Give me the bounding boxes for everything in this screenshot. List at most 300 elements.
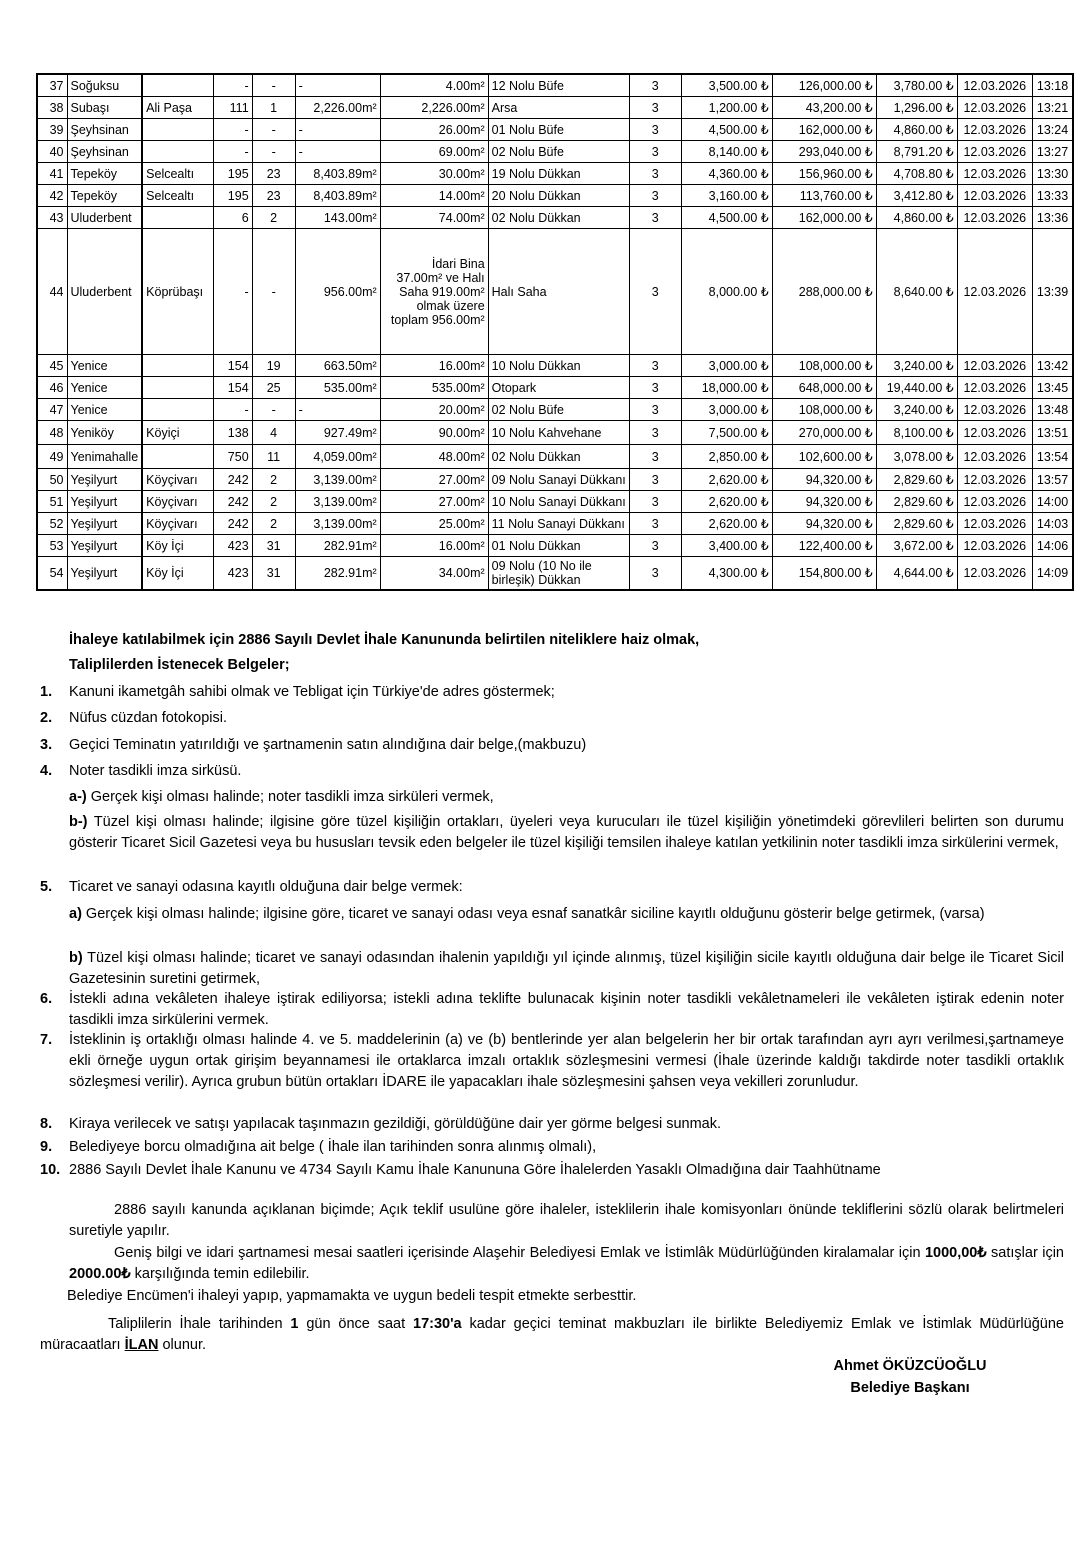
cell-mevki	[142, 74, 213, 97]
cell-mahalle: Soğuksu	[67, 74, 142, 97]
cell-teminat: 3,240.00 ₺	[876, 399, 957, 421]
cell-no: 54	[37, 557, 67, 591]
sub-item-5b	[69, 948, 1064, 990]
cell-ada: 154	[213, 355, 252, 377]
cell-kiralanan: İdari Bina 37.00m² ve Halı Saha 919.00m² olmak üzere toplam 956.00m²	[380, 229, 488, 355]
table-row	[37, 399, 1073, 421]
cell-tarih: 12.03.2026	[957, 469, 1032, 491]
cell-sure: 3	[629, 421, 681, 445]
cell-aylik: 8,000.00 ₺	[681, 229, 772, 355]
cell-toplam: 43,200.00 ₺	[772, 97, 876, 119]
cell-yuzolcum: 8,403.89m²	[295, 185, 380, 207]
cell-mahalle: Yeniköy	[67, 421, 142, 445]
cell-teminat: 19,440.00 ₺	[876, 377, 957, 399]
cell-parsel: -	[252, 141, 295, 163]
cell-teminat: 2,829.60 ₺	[876, 513, 957, 535]
item-text: Noter tasdikli imza sirküsü.	[69, 763, 242, 779]
cell-sure: 3	[629, 445, 681, 469]
cell-mevki	[142, 119, 213, 141]
cell-mevki: Ali Paşa	[142, 97, 213, 119]
cell-parsel: 23	[252, 185, 295, 207]
cell-saat: 13:54	[1032, 445, 1073, 469]
cell-mahalle: Yeşilyurt	[67, 491, 142, 513]
cell-mahalle: Yeşilyurt	[67, 469, 142, 491]
item-number: 7.	[40, 1032, 53, 1048]
sub-text: Tüzel kişi olması halinde; ticaret ve sanayi odasından ihalenin yapıldığı yıl içinde alınmış, tüzel kişiliğin sicile kayıtlı olduğuna dair belge ile Ticaret Sicil Gazetesinin suretini getirmek,	[69, 950, 1064, 987]
cell-cinsi: 10 Nolu Sanayi Dükkanı	[488, 491, 629, 513]
item-text: İsteklinin iş ortaklığı olması halinde 4. ve 5. maddelerinin (a) ve (b) bentlerinde yer alan belgelerin her bir ortak tarafından ayrı ayrı verilmesi,şartnameye ekli örneğe uygun ortak girişim beyannamesi ile ortaklarca imzalı ortaklık sözleşmesini vermesi (İhale üzerinde kaldığı takdirde noter tasdikli ortaklık sözleşmesi verilir). Ayrıca grubun bütün ortakları İDARE ile yapacakları ihale sözleşmesini şahsen veya vekilleri zorunludur.	[69, 1032, 1064, 1090]
cell-aylik: 4,500.00 ₺	[681, 207, 772, 229]
cell-mevki	[142, 141, 213, 163]
sub-item-4a	[69, 787, 1064, 808]
cell-teminat: 2,829.60 ₺	[876, 469, 957, 491]
table-row	[37, 119, 1073, 141]
requirement-item	[40, 682, 1064, 703]
application-paragraph	[40, 1314, 1064, 1356]
cell-mahalle: Yenice	[67, 377, 142, 399]
cell-parsel: -	[252, 74, 295, 97]
cell-sure: 3	[629, 229, 681, 355]
cell-aylik: 2,620.00 ₺	[681, 513, 772, 535]
cell-kiralanan: 16.00m²	[380, 535, 488, 557]
cell-toplam: 154,800.00 ₺	[772, 557, 876, 591]
cell-toplam: 102,600.00 ₺	[772, 445, 876, 469]
sub-label: a-)	[69, 789, 87, 805]
cell-cinsi: 01 Nolu Büfe	[488, 119, 629, 141]
cell-teminat: 3,240.00 ₺	[876, 355, 957, 377]
cell-tarih: 12.03.2026	[957, 445, 1032, 469]
signatory-name: Ahmet ÖKÜZCÜOĞLU	[833, 1358, 987, 1374]
table-row	[37, 421, 1073, 445]
info-paragraph	[69, 1243, 1064, 1285]
table-row	[37, 97, 1073, 119]
cell-no: 41	[37, 163, 67, 185]
info-text: satışlar için	[986, 1245, 1064, 1261]
item-text: Nüfus cüzdan fotokopisi.	[69, 710, 227, 726]
cell-yuzolcum: -	[295, 119, 380, 141]
cell-sure: 3	[629, 557, 681, 591]
cell-cinsi: 10 Nolu Dükkan	[488, 355, 629, 377]
item-number: 5.	[40, 879, 53, 895]
cell-parsel: 19	[252, 355, 295, 377]
app-text: olunur.	[158, 1337, 207, 1353]
requirement-item	[40, 989, 1064, 1031]
cell-mahalle: Uluderbent	[67, 229, 142, 355]
cell-ada: -	[213, 141, 252, 163]
item-text: Ticaret ve sanayi odasına kayıtlı olduğuna dair belge vermek:	[69, 879, 463, 895]
cell-sure: 3	[629, 141, 681, 163]
cell-tarih: 12.03.2026	[957, 229, 1032, 355]
cell-cinsi: 12 Nolu Büfe	[488, 74, 629, 97]
cell-teminat: 3,672.00 ₺	[876, 535, 957, 557]
cell-parsel: 2	[252, 469, 295, 491]
item-text: İstekli adına vekâleten ihaleye iştirak ediliyorsa; istekli adına teklifte bulunacak kişinin noter tasdikli vekâletnameleri ile vekâleten iştirak edenin noter tasdikli imza sirkülerini vermek.	[69, 991, 1064, 1028]
cell-sure: 3	[629, 377, 681, 399]
cell-tarih: 12.03.2026	[957, 74, 1032, 97]
cell-ada: 242	[213, 469, 252, 491]
table-row	[37, 141, 1073, 163]
cell-sure: 3	[629, 535, 681, 557]
cell-ada: 423	[213, 557, 252, 591]
cell-tarih: 12.03.2026	[957, 399, 1032, 421]
cell-cinsi: 10 Nolu Kahvehane	[488, 421, 629, 445]
cell-no: 44	[37, 229, 67, 355]
sub-item-4b	[69, 812, 1064, 854]
cell-toplam: 113,760.00 ₺	[772, 185, 876, 207]
requirement-item	[40, 1030, 1064, 1093]
requirement-item	[40, 1160, 1064, 1181]
cell-mahalle: Şeyhsinan	[67, 119, 142, 141]
cell-cinsi: 19 Nolu Dükkan	[488, 163, 629, 185]
cell-ada: 138	[213, 421, 252, 445]
cell-aylik: 3,400.00 ₺	[681, 535, 772, 557]
cell-no: 53	[37, 535, 67, 557]
cell-parsel: 11	[252, 445, 295, 469]
cell-yuzolcum: 143.00m²	[295, 207, 380, 229]
cell-cinsi: Arsa	[488, 97, 629, 119]
table-row	[37, 535, 1073, 557]
cell-aylik: 4,500.00 ₺	[681, 119, 772, 141]
cell-sure: 3	[629, 185, 681, 207]
cell-teminat: 4,860.00 ₺	[876, 207, 957, 229]
cell-no: 43	[37, 207, 67, 229]
cell-yuzolcum: 3,139.00m²	[295, 513, 380, 535]
item-number: 3.	[40, 737, 53, 753]
cell-yuzolcum: -	[295, 141, 380, 163]
cell-yuzolcum: 4,059.00m²	[295, 445, 380, 469]
cell-kiralanan: 20.00m²	[380, 399, 488, 421]
cell-mahalle: Subaşı	[67, 97, 142, 119]
cell-ada: 111	[213, 97, 252, 119]
table-row	[37, 445, 1073, 469]
cell-sure: 3	[629, 399, 681, 421]
cell-teminat: 1,296.00 ₺	[876, 97, 957, 119]
cell-aylik: 3,000.00 ₺	[681, 355, 772, 377]
cell-mahalle: Yenimahalle	[67, 445, 142, 469]
cell-ada: -	[213, 399, 252, 421]
sub-text: Gerçek kişi olması halinde; noter tasdikli imza sirküleri vermek,	[86, 789, 494, 805]
cell-toplam: 94,320.00 ₺	[772, 513, 876, 535]
cell-mevki: Köyçivarı	[142, 513, 213, 535]
table-row	[37, 491, 1073, 513]
cell-saat: 13:42	[1032, 355, 1073, 377]
cell-saat: 13:24	[1032, 119, 1073, 141]
cell-saat: 13:57	[1032, 469, 1073, 491]
cell-cinsi: Halı Saha	[488, 229, 629, 355]
cell-kiralanan: 14.00m²	[380, 185, 488, 207]
cell-mevki	[142, 207, 213, 229]
cell-mevki: Köyçivarı	[142, 491, 213, 513]
auction-table	[36, 73, 1074, 591]
cell-kiralanan: 2,226.00m²	[380, 97, 488, 119]
cell-tarih: 12.03.2026	[957, 377, 1032, 399]
cell-no: 47	[37, 399, 67, 421]
table-row	[37, 229, 1073, 355]
cell-kiralanan: 535.00m²	[380, 377, 488, 399]
item-number: 1.	[40, 684, 53, 700]
cell-kiralanan: 27.00m²	[380, 469, 488, 491]
cell-sure: 3	[629, 97, 681, 119]
sub-label: b)	[69, 950, 83, 966]
cell-parsel: 31	[252, 557, 295, 591]
requirement-item	[40, 1114, 1064, 1135]
cell-sure: 3	[629, 355, 681, 377]
cell-sure: 3	[629, 74, 681, 97]
cell-saat: 13:51	[1032, 421, 1073, 445]
cell-toplam: 122,400.00 ₺	[772, 535, 876, 557]
requirement-item	[40, 877, 1064, 898]
cell-yuzolcum: 3,139.00m²	[295, 491, 380, 513]
cell-saat: 13:18	[1032, 74, 1073, 97]
cell-ada: 195	[213, 185, 252, 207]
app-text: Taliplilerin İhale tarihinden	[108, 1316, 291, 1332]
cell-no: 39	[37, 119, 67, 141]
cell-mevki: Selcealtı	[142, 163, 213, 185]
cell-kiralanan: 74.00m²	[380, 207, 488, 229]
cell-no: 45	[37, 355, 67, 377]
cell-kiralanan: 30.00m²	[380, 163, 488, 185]
cell-mahalle: Yeşilyurt	[67, 557, 142, 591]
cell-tarih: 12.03.2026	[957, 535, 1032, 557]
cell-parsel: 23	[252, 163, 295, 185]
cell-toplam: 162,000.00 ₺	[772, 119, 876, 141]
cell-tarih: 12.03.2026	[957, 207, 1032, 229]
cell-yuzolcum: 927.49m²	[295, 421, 380, 445]
app-text: gün önce saat	[298, 1316, 414, 1332]
cell-yuzolcum: -	[295, 399, 380, 421]
cell-yuzolcum: 282.91m²	[295, 557, 380, 591]
table-row	[37, 513, 1073, 535]
cell-cinsi: 11 Nolu Sanayi Dükkanı	[488, 513, 629, 535]
cell-saat: 13:33	[1032, 185, 1073, 207]
cell-kiralanan: 90.00m²	[380, 421, 488, 445]
item-text: 2886 Sayılı Devlet İhale Kanunu ve 4734 Sayılı Kamu İhale Kanununa Göre İhalelerden Yasaklı Olmadığına dair Taahhütname	[69, 1162, 881, 1178]
cell-aylik: 2,850.00 ₺	[681, 445, 772, 469]
cell-no: 49	[37, 445, 67, 469]
cell-mahalle: Tepeköy	[67, 185, 142, 207]
cell-aylik: 1,200.00 ₺	[681, 97, 772, 119]
cell-kiralanan: 69.00m²	[380, 141, 488, 163]
table-row	[37, 185, 1073, 207]
cell-parsel: -	[252, 119, 295, 141]
cell-ada: 423	[213, 535, 252, 557]
cell-mevki: Selcealtı	[142, 185, 213, 207]
cell-no: 38	[37, 97, 67, 119]
cell-sure: 3	[629, 207, 681, 229]
cell-parsel: 2	[252, 491, 295, 513]
cell-yuzolcum: 956.00m²	[295, 229, 380, 355]
info-text: Geniş bilgi ve idari şartnamesi mesai saatleri içerisinde Alaşehir Belediyesi Emlak ve İstimlâk Müdürlüğünden kiralamalar için	[114, 1245, 925, 1261]
sub-item-5a	[69, 904, 1064, 925]
sub-text: Tüzel kişi olması halinde; ilgisine göre tüzel kişiliğin ortakları, üyeleri veya kurucuları ile tüzel kişiliğin yönetimdeki görevlileri belirten son durumu gösterir Ticaret Sicil Gazetesi veya bu hususları tevsik eden belgeler ile tüzel kişiliği temsilen ihaleye katılan yetkilinin noter tasdikli imza sirkülerini vermek,	[69, 814, 1064, 851]
sub-text: Gerçek kişi olması halinde; ilgisine göre, ticaret ve sanayi odası veya esnaf sanatkâr siciline kayıtlı olduğunu gösterir belge getirmek, (varsa)	[81, 906, 985, 922]
cell-parsel: 2	[252, 207, 295, 229]
cell-teminat: 3,780.00 ₺	[876, 74, 957, 97]
cell-ada: 242	[213, 513, 252, 535]
cell-saat: 13:48	[1032, 399, 1073, 421]
cell-mahalle: Yenice	[67, 355, 142, 377]
table-row	[37, 74, 1073, 97]
item-number: 8.	[40, 1116, 53, 1132]
cell-saat: 13:45	[1032, 377, 1073, 399]
cell-mevki	[142, 377, 213, 399]
table-row	[37, 163, 1073, 185]
cell-saat: 13:36	[1032, 207, 1073, 229]
cell-ada: 6	[213, 207, 252, 229]
cell-saat: 14:00	[1032, 491, 1073, 513]
cell-teminat: 4,644.00 ₺	[876, 557, 957, 591]
cell-toplam: 293,040.00 ₺	[772, 141, 876, 163]
cell-teminat: 3,078.00 ₺	[876, 445, 957, 469]
sale-fee: 2000.00₺	[69, 1266, 131, 1282]
cell-ada: -	[213, 119, 252, 141]
cell-mahalle: Yeşilyurt	[67, 535, 142, 557]
cell-aylik: 2,620.00 ₺	[681, 469, 772, 491]
cell-mevki	[142, 445, 213, 469]
cell-saat: 13:30	[1032, 163, 1073, 185]
cell-kiralanan: 25.00m²	[380, 513, 488, 535]
cell-parsel: 25	[252, 377, 295, 399]
cell-aylik: 3,000.00 ₺	[681, 399, 772, 421]
cell-kiralanan: 4.00m²	[380, 74, 488, 97]
cell-teminat: 8,100.00 ₺	[876, 421, 957, 445]
ilan-word: İLAN	[124, 1337, 159, 1353]
cell-kiralanan: 26.00m²	[380, 119, 488, 141]
cell-cinsi: 02 Nolu Dükkan	[488, 207, 629, 229]
rental-fee: 1000,00₺	[924, 1245, 987, 1261]
cell-cinsi: 02 Nolu Büfe	[488, 141, 629, 163]
cell-aylik: 3,160.00 ₺	[681, 185, 772, 207]
cell-ada: 750	[213, 445, 252, 469]
requirement-item	[40, 708, 1064, 729]
cell-aylik: 3,500.00 ₺	[681, 74, 772, 97]
cell-aylik: 4,300.00 ₺	[681, 557, 772, 591]
cell-toplam: 108,000.00 ₺	[772, 355, 876, 377]
app-text: kadar geçici teminat makbuzları ile birlikte Belediyemiz Emlak ve İstimlak Müdürlüğüne müracaatları	[40, 1316, 1064, 1353]
cell-tarih: 12.03.2026	[957, 491, 1032, 513]
cell-yuzolcum: 282.91m²	[295, 535, 380, 557]
cell-mahalle: Tepeköy	[67, 163, 142, 185]
item-number: 6.	[40, 991, 53, 1007]
cell-teminat: 8,791.20 ₺	[876, 141, 957, 163]
table-row	[37, 207, 1073, 229]
item-number: 10.	[40, 1162, 61, 1178]
cell-mevki: Köy İçi	[142, 535, 213, 557]
cell-yuzolcum: 535.00m²	[295, 377, 380, 399]
cell-parsel: 4	[252, 421, 295, 445]
table-row	[37, 557, 1073, 591]
cell-teminat: 4,708.80 ₺	[876, 163, 957, 185]
cell-saat: 13:27	[1032, 141, 1073, 163]
cell-cinsi: 01 Nolu Dükkan	[488, 535, 629, 557]
procedure-paragraph: 2886 sayılı kanunda açıklanan biçimde; Açık teklif usulüne göre ihaleler, isteklilerin ihale komisyonları önünde tekliflerini sözlü olarak belirtmeleri suretiyle yapılır.	[69, 1202, 1064, 1239]
cell-mevki	[142, 399, 213, 421]
table-row	[37, 355, 1073, 377]
cell-tarih: 12.03.2026	[957, 355, 1032, 377]
cell-no: 52	[37, 513, 67, 535]
cell-mahalle: Uluderbent	[67, 207, 142, 229]
cell-tarih: 12.03.2026	[957, 421, 1032, 445]
cell-toplam: 108,000.00 ₺	[772, 399, 876, 421]
cell-toplam: 94,320.00 ₺	[772, 469, 876, 491]
cell-aylik: 2,620.00 ₺	[681, 491, 772, 513]
cell-cinsi: 02 Nolu Büfe	[488, 399, 629, 421]
cell-no: 51	[37, 491, 67, 513]
eligibility-intro: İhaleye katılabilmek için 2886 Sayılı Devlet İhale Kanununda belirtilen niteliklere haiz olmak,	[69, 632, 700, 648]
cell-yuzolcum: 3,139.00m²	[295, 469, 380, 491]
cell-saat: 14:09	[1032, 557, 1073, 591]
signatory-title: Belediye Başkanı	[850, 1380, 970, 1396]
item-number: 9.	[40, 1139, 53, 1155]
cell-sure: 3	[629, 513, 681, 535]
cell-saat: 14:03	[1032, 513, 1073, 535]
cell-tarih: 12.03.2026	[957, 141, 1032, 163]
cell-cinsi: 02 Nolu Dükkan	[488, 445, 629, 469]
cell-parsel: 1	[252, 97, 295, 119]
sub-label: b-)	[69, 814, 88, 830]
cell-no: 48	[37, 421, 67, 445]
cell-mevki: Köy İçi	[142, 557, 213, 591]
item-text: Belediyeye borcu olmadığına ait belge ( İhale ilan tarihinden sonra alınmış olmalı),	[69, 1139, 597, 1155]
cell-mevki: Köyiçi	[142, 421, 213, 445]
cell-teminat: 2,829.60 ₺	[876, 491, 957, 513]
cell-yuzolcum: 2,226.00m²	[295, 97, 380, 119]
cell-parsel: -	[252, 229, 295, 355]
item-number: 4.	[40, 763, 53, 779]
cell-tarih: 12.03.2026	[957, 97, 1032, 119]
info-text: karşılığında temin edilebilir.	[130, 1266, 310, 1282]
cell-toplam: 162,000.00 ₺	[772, 207, 876, 229]
cell-yuzolcum: 8,403.89m²	[295, 163, 380, 185]
cell-teminat: 4,860.00 ₺	[876, 119, 957, 141]
cell-toplam: 288,000.00 ₺	[772, 229, 876, 355]
cell-sure: 3	[629, 163, 681, 185]
cell-no: 42	[37, 185, 67, 207]
cell-aylik: 8,140.00 ₺	[681, 141, 772, 163]
cell-toplam: 648,000.00 ₺	[772, 377, 876, 399]
cell-toplam: 126,000.00 ₺	[772, 74, 876, 97]
cell-toplam: 94,320.00 ₺	[772, 491, 876, 513]
cell-ada: -	[213, 74, 252, 97]
cell-no: 46	[37, 377, 67, 399]
cell-sure: 3	[629, 469, 681, 491]
cell-tarih: 12.03.2026	[957, 513, 1032, 535]
signature-block	[780, 1355, 1040, 1399]
deadline-time: 17:30'a	[413, 1316, 462, 1332]
table-row	[37, 377, 1073, 399]
cell-mevki: Köprübaşı	[142, 229, 213, 355]
table-row	[37, 469, 1073, 491]
requirement-item	[40, 1137, 1064, 1158]
item-text: Kiraya verilecek ve satışı yapılacak taşınmazın gezildiği, görüldüğüne dair yer görme belgesi sunmak.	[69, 1116, 722, 1132]
cell-kiralanan: 27.00m²	[380, 491, 488, 513]
cell-tarih: 12.03.2026	[957, 119, 1032, 141]
cell-parsel: 31	[252, 535, 295, 557]
days-before: 1	[290, 1316, 299, 1332]
cell-cinsi: 09 Nolu Sanayi Dükkanı	[488, 469, 629, 491]
cell-aylik: 18,000.00 ₺	[681, 377, 772, 399]
cell-no: 40	[37, 141, 67, 163]
cell-ada: 242	[213, 491, 252, 513]
cell-kiralanan: 16.00m²	[380, 355, 488, 377]
cell-aylik: 7,500.00 ₺	[681, 421, 772, 445]
cell-mevki: Köyçivarı	[142, 469, 213, 491]
cell-ada: -	[213, 229, 252, 355]
cell-mahalle: Yeşilyurt	[67, 513, 142, 535]
cell-cinsi: 09 Nolu (10 No ile birleşik) Dükkan	[488, 557, 629, 591]
required-documents-heading: Taliplilerden İstenecek Belgeler;	[69, 657, 290, 673]
requirement-item	[40, 761, 1064, 782]
